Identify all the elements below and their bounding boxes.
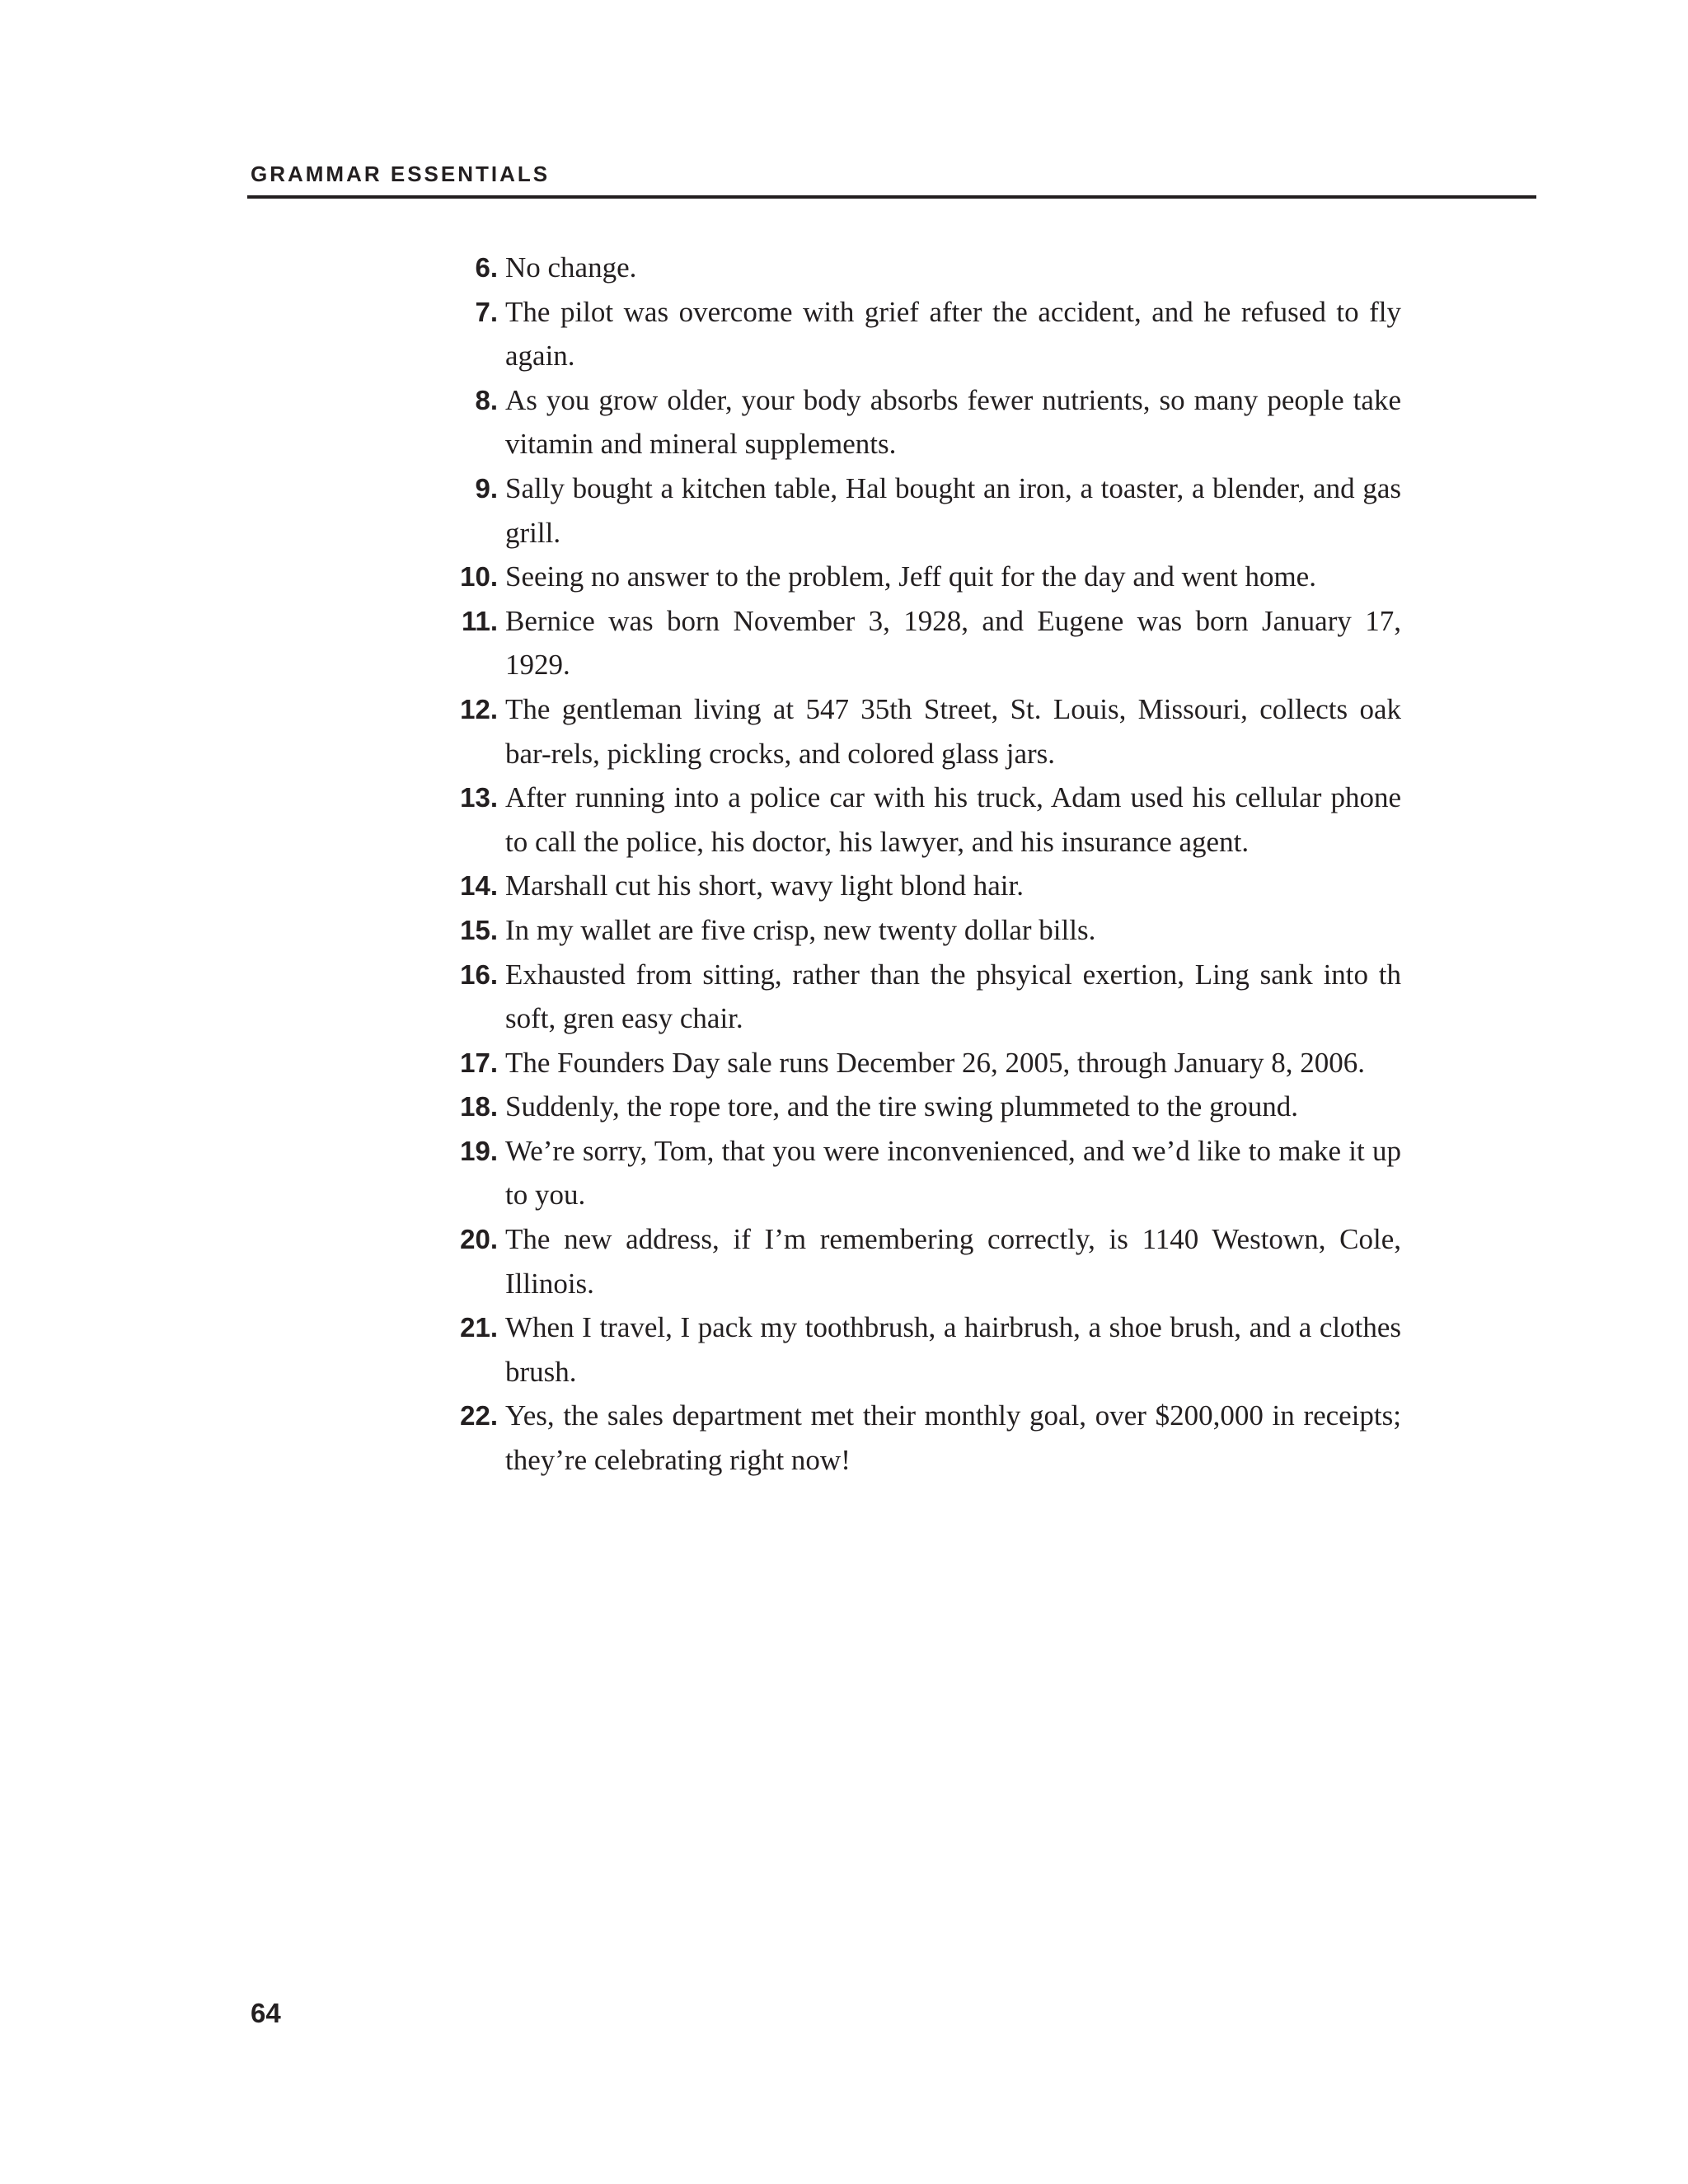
header-rule <box>247 195 1536 199</box>
answer-text: Sally bought a kitchen table, Hal bought an iron, a toaster, a blender, and gas grill. <box>505 471 1401 549</box>
answer-text: The pilot was overcome with grief after the accident, and he refused to fly again. <box>505 295 1401 373</box>
running-head-title: GRAMMAR ESSENTIALS <box>251 162 551 186</box>
answer-number: 6. <box>475 252 498 283</box>
answer-text: Bernice was born November 3, 1928, and Eugene was born January 17, 1929. <box>505 604 1401 682</box>
answer-number: 8. <box>475 384 498 415</box>
answer-item <box>445 1217 1401 1305</box>
answer-text: In my wallet are five crisp, new twenty dollar bills. <box>505 913 1096 946</box>
answer-number: 13. <box>460 782 498 813</box>
answer-item <box>445 864 1401 908</box>
answer-text: The Founders Day sale runs December 26, 2005, through January 8, 2006. <box>505 1046 1365 1079</box>
answer-item <box>445 776 1401 864</box>
answer-item <box>445 466 1401 555</box>
answer-number: 10. <box>460 561 498 593</box>
answer-number: 21. <box>460 1312 498 1343</box>
answer-text: We’re sorry, Tom, that you were inconvenienced, and we’d like to make it up to you. <box>505 1134 1401 1212</box>
answer-item <box>445 1129 1401 1217</box>
answer-text: Seeing no answer to the problem, Jeff quit for the day and went home. <box>505 560 1316 593</box>
answer-item <box>445 378 1401 466</box>
answer-text: After running into a police car with his truck, Adam used his cellular phone to call the police, his doctor, his lawyer, and his insurance agent. <box>505 781 1401 858</box>
answer-number: 16. <box>460 958 498 990</box>
answer-item <box>445 246 1401 290</box>
answer-text: Suddenly, the rope tore, and the tire swing plummeted to the ground. <box>505 1090 1298 1123</box>
answer-number: 12. <box>460 693 498 724</box>
answer-text: When I travel, I pack my toothbrush, a hairbrush, a shoe brush, and a clothes brush. <box>505 1311 1401 1388</box>
answer-number: 11. <box>461 605 498 636</box>
answer-text: The gentleman living at 547 35th Street, St. Louis, Missouri, collects oak bar-rels, pickling crocks, and colored glass jars. <box>505 692 1401 770</box>
answer-item <box>445 687 1401 776</box>
answer-number: 20. <box>460 1224 498 1255</box>
answer-text: No change. <box>505 251 637 284</box>
answer-text: Yes, the sales department met their monthly goal, over $200,000 in receipts; they’re celebrating right now! <box>505 1399 1401 1477</box>
answer-text: Exhausted from sitting, rather than the phsyical exertion, Ling sank into th soft, gren easy chair. <box>505 958 1401 1035</box>
answer-item <box>445 599 1401 687</box>
answer-number: 15. <box>460 914 498 945</box>
answer-number: 7. <box>475 296 498 327</box>
answer-item <box>445 1085 1401 1129</box>
answer-number: 14. <box>460 870 498 902</box>
answer-text: Marshall cut his short, wavy light blond hair. <box>505 869 1024 902</box>
answer-item <box>445 953 1401 1041</box>
answer-number: 18. <box>460 1091 498 1122</box>
answer-number: 19. <box>460 1135 498 1166</box>
answer-item <box>445 555 1401 599</box>
answer-text: As you grow older, your body absorbs fewer nutrients, so many people take vitamin and mineral supplements. <box>505 383 1401 461</box>
answer-item <box>445 908 1401 953</box>
answer-item <box>445 1305 1401 1394</box>
answer-number: 17. <box>460 1047 498 1078</box>
answer-text: The new address, if I’m remembering correctly, is 1140 Westown, Cole, Illinois. <box>505 1223 1401 1300</box>
answer-list <box>445 246 1401 1483</box>
answer-item <box>445 1394 1401 1482</box>
answer-number: 22. <box>460 1400 498 1432</box>
answer-item <box>445 290 1401 378</box>
answer-item <box>445 1041 1401 1085</box>
answer-number: 9. <box>475 472 498 504</box>
page-number: 64 <box>251 1998 281 2028</box>
